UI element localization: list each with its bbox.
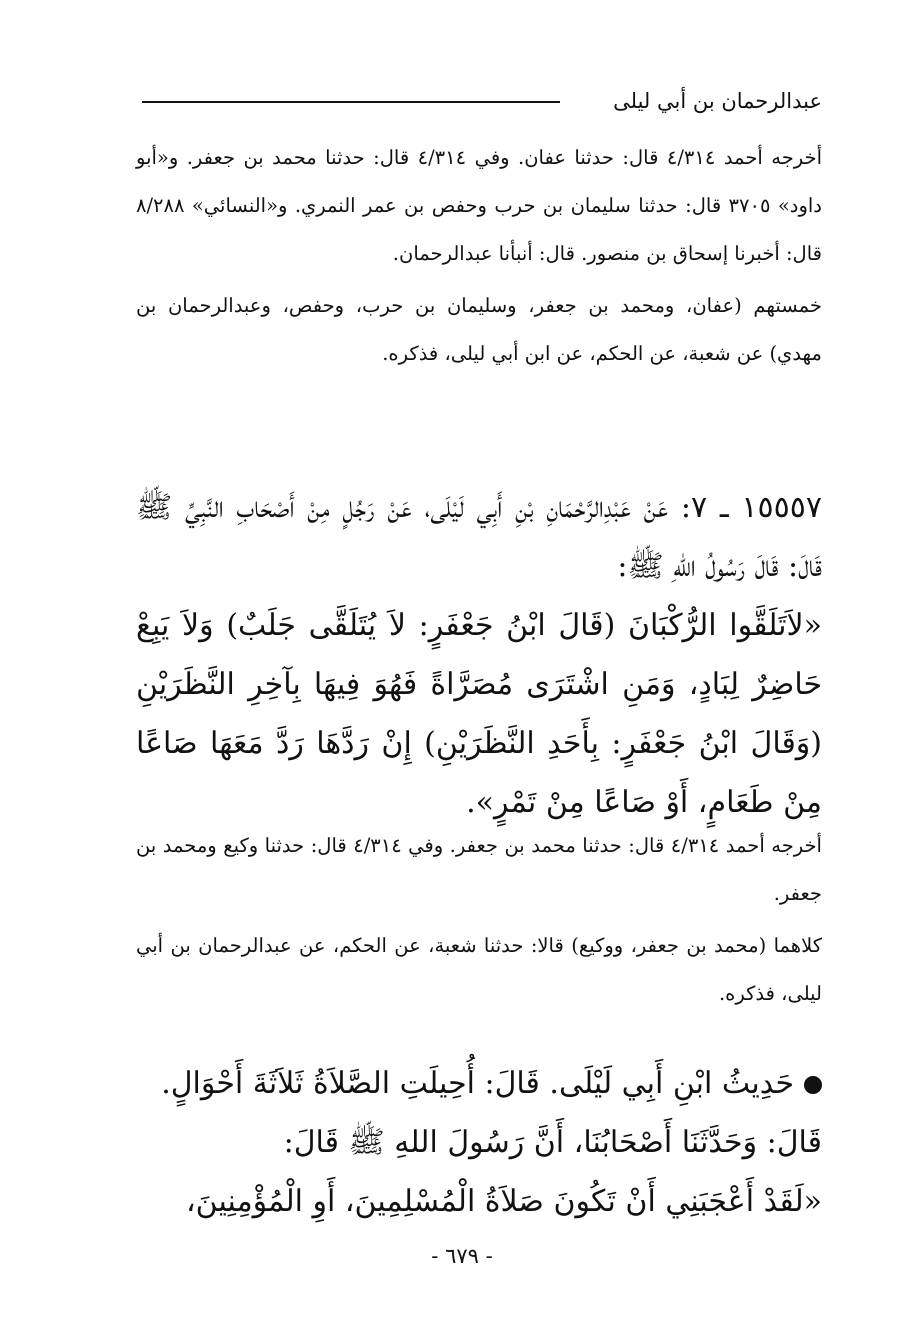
header-rule (142, 101, 560, 103)
source-block-1 (136, 134, 822, 378)
hadith-text: «لاَتَلَقَّوا الرُّكْبَانَ (قَالَ ابْنُ جَعْفَرٍ: لاَ يُتَلَقَّى جَلَبٌ) وَلاَ يَبِعْ حَاضِرٌ لِبَادٍ، وَمَنِ اشْتَرَى مُصَرَّاةً فَهُوَ فِيهَا بِآخِرِ النَّظَرَيْنِ (وَقَالَ ابْنُ جَعْفَرٍ: بِأَحَدِ النَّظَرَيْنِ) إِنْ رَدَّهَا رَدَّ مَعَهَا صَاعًا مِنْ طَعَامٍ، أَوْ صَاعًا مِنْ تَمْرٍ». (136, 608, 822, 820)
bullet-heading-text: حَدِيثُ ابْنِ أَبِي لَيْلَى. قَالَ: أُحِيلَتِ الصَّلاَةُ ثَلاَثَةَ أَحْوَالٍ. (161, 1066, 794, 1101)
bullet-block (136, 1054, 822, 1231)
source-paragraph: خمستهم (عفان، ومحمد بن جعفر، وسليمان بن حرب، وحفص، وعبدالرحمان بن مهدي) عن شعبة، عن الحكم، عن ابن أبي ليلى، فذكره. (136, 294, 822, 365)
source-paragraph: كلاهما (محمد بن جعفر، ووكيع) قالا: حدثنا شعبة، عن الحكم، عن عبدالرحمان بن أبي ليلى، فذكره. (136, 934, 822, 1005)
bullet-text: «لَقَدْ أَعْجَبَنِي أَنْ تَكُونَ صَلاَةُ الْمُسْلِمِينَ، أَوِ الْمُؤْمِنِينَ، (185, 1184, 822, 1219)
source-paragraph: أخرجه أحمد ٤/٣١٤ قال: حدثنا محمد بن جعفر. وفي ٤/٣١٤ قال: حدثنا وكيع ومحمد بن جعفر. (136, 834, 822, 905)
hadith-heading: ١٥٥٥٧ ـ ٧: عَنْ عَبْدِالرَّحْمَانِ بْنِ أَبِي لَيْلَى، عَنْ رَجُلٍ مِنْ أَصْحَابِ النَّبِيِّ ﷺ قَالَ: قَالَ رَسُولُ اللهِ ﷺ: (136, 490, 822, 584)
bullet-text: قَالَ: وَحَدَّثَنَا أَصْحَابُنَا، أَنَّ رَسُولَ اللهِ ﷺ قَالَ: (283, 1125, 822, 1160)
bullet-heading (136, 1054, 822, 1113)
page-number: - ٦٧٩ - (431, 1244, 493, 1268)
bullet-dot-icon (804, 1076, 822, 1094)
source-paragraph: أخرجه أحمد ٤/٣١٤ قال: حدثنا عفان. وفي ٤/٣١٤ قال: حدثنا محمد بن جعفر. و«أبو داود» ٣٧٠٥ قال: حدثنا سليمان بن حرب وحفص بن عمر النمري. و«النسائي» ٨/٢٨٨ قال: أخبرنا إسحاق بن منصور. قال: أنبأنا عبدالرحمان. (136, 146, 822, 265)
page-header (142, 84, 822, 118)
hadith-block (136, 478, 822, 832)
running-title: عبدالرحمان بن أبي ليلى (613, 89, 822, 113)
source-block-2 (136, 822, 822, 1018)
